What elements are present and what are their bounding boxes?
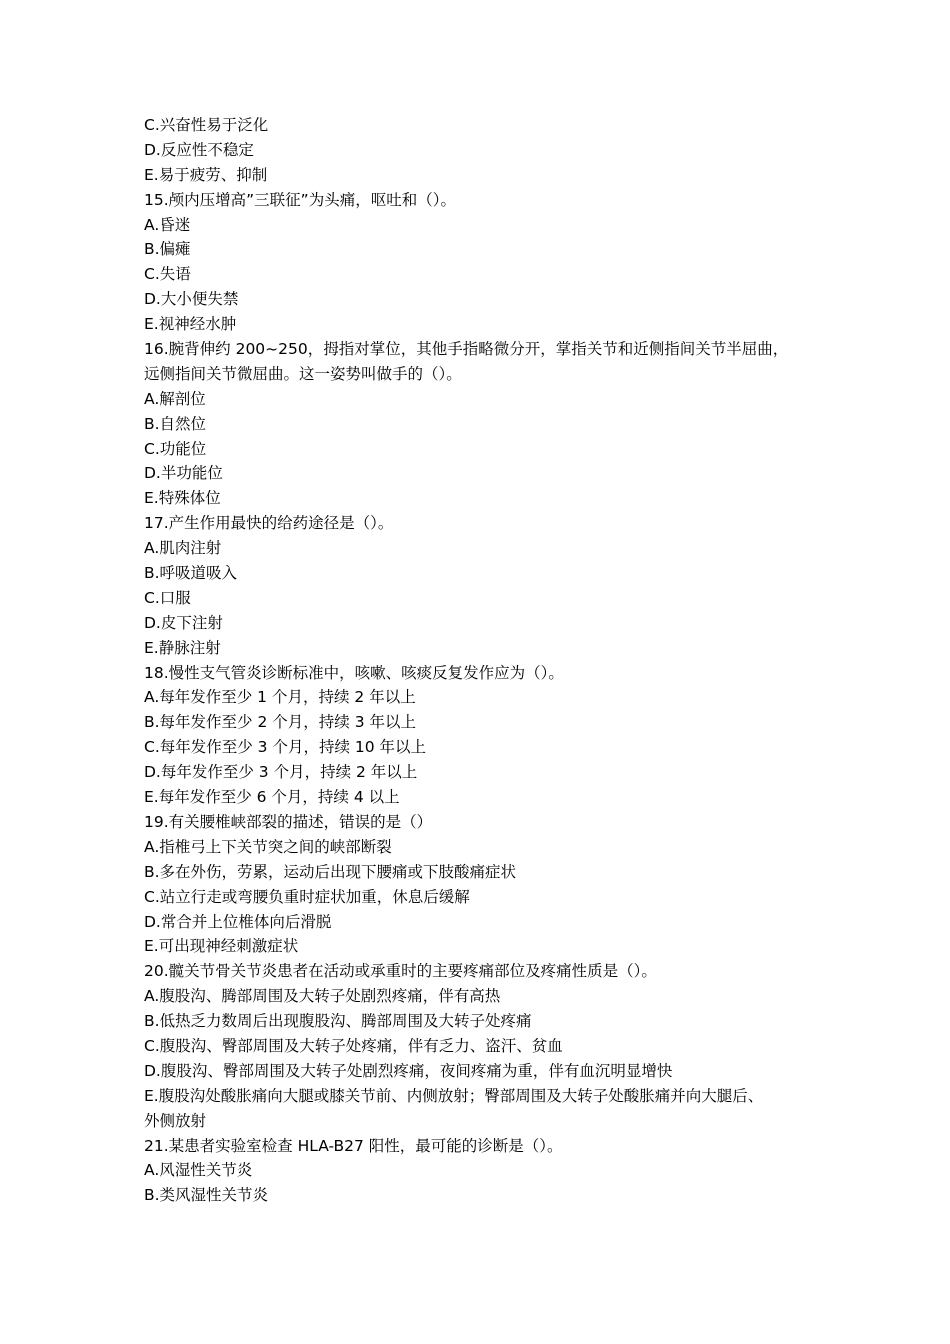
option-line: E.特殊体位 (144, 489, 221, 508)
option-line: A.肌肉注射 (144, 539, 222, 558)
question-17: 17.产生作用最快的给药途径是（）。 (144, 514, 394, 533)
option-line: D.腹股沟、臀部周围及大转子处剧烈疼痛，夜间疼痛为重，伴有血沉明显增快 (144, 1061, 673, 1080)
option-line: A.风湿性关节炎 (144, 1161, 253, 1180)
option-line: E.视神经水肿 (144, 315, 237, 334)
option-line: E.腹股沟处酸胀痛向大腿或膝关节前、内侧放射；臀部周围及大转子处酸胀痛并向大腿后、 (144, 1086, 764, 1105)
option-line: E.每年发作至少 6 个月，持续 4 以上 (144, 788, 400, 807)
question-18: 18.慢性支气管炎诊断标准中，咳嗽、咳痰反复发作应为（）。 (144, 663, 564, 682)
option-line: B.呼吸道吸入 (144, 564, 238, 583)
question-21: 21.某患者实验室检查 HLA-B27 阳性，最可能的诊断是（）。 (144, 1136, 563, 1155)
option-line: E.可出现神经刺激症状 (144, 937, 299, 956)
document-body (144, 113, 824, 1208)
option-line: B.多在外伤，劳累，运动后出现下腰痛或下肢酸痛症状 (144, 862, 517, 881)
question-20: 20.髋关节骨关节炎患者在活动或承重时的主要疼痛部位及疼痛性质是（）。 (144, 962, 657, 981)
option-line: B.自然位 (144, 414, 207, 433)
option-line-continued: 外侧放射 (144, 1111, 207, 1130)
question-15: 15.颅内压增高”三联征”为头痛，呕吐和（）。 (144, 190, 456, 209)
question-16-continued: 远侧指间关节微屈曲。这一姿势叫做手的（）。 (144, 364, 462, 383)
option-line: B.偏瘫 (144, 240, 191, 259)
option-line: E.静脉注射 (144, 638, 221, 657)
option-line: A.每年发作至少 1 个月，持续 2 年以上 (144, 688, 416, 707)
option-line: A.指椎弓上下关节突之间的峡部断裂 (144, 837, 392, 856)
option-line: C.失语 (144, 265, 191, 284)
option-line: B.类风湿性关节炎 (144, 1186, 269, 1205)
option-line: D.常合并上位椎体向后滑脱 (144, 912, 332, 931)
option-line: C.站立行走或弯腰负重时症状加重，休息后缓解 (144, 887, 470, 906)
option-line: D.每年发作至少 3 个月，持续 2 年以上 (144, 763, 418, 782)
option-line: C.每年发作至少 3 个月，持续 10 年以上 (144, 738, 427, 757)
option-line: C.腹股沟、臀部周围及大转子处疼痛，伴有乏力、盗汗、贫血 (144, 1036, 563, 1055)
option-line: B.低热乏力数周后出现腹股沟、腾部周围及大转子处疼痛 (144, 1012, 532, 1031)
text-line: E.易于疲劳、抑制 (144, 165, 268, 184)
question-16: 16.腕背伸约 200~250，拇指对掌位，其他手指略微分开，掌指关节和近侧指间关节半屈曲， (144, 340, 789, 359)
option-line: B.每年发作至少 2 个月，持续 3 年以上 (144, 713, 416, 732)
text-line: D.反应性不稳定 (144, 140, 254, 159)
option-line: D.半功能位 (144, 464, 223, 483)
option-line: C.功能位 (144, 439, 207, 458)
option-line: D.大小便失禁 (144, 290, 239, 309)
option-line: A.昏迷 (144, 215, 191, 234)
option-line: C.口服 (144, 588, 191, 607)
option-line: A.解剖位 (144, 389, 206, 408)
option-line: D.皮下注射 (144, 613, 223, 632)
text-line: C.兴奋性易于泛化 (144, 116, 269, 134)
question-19: 19.有关腰椎峡部裂的描述，错误的是（） (144, 812, 433, 831)
option-line: A.腹股沟、腾部周围及大转子处剧烈疼痛，伴有高热 (144, 987, 501, 1006)
